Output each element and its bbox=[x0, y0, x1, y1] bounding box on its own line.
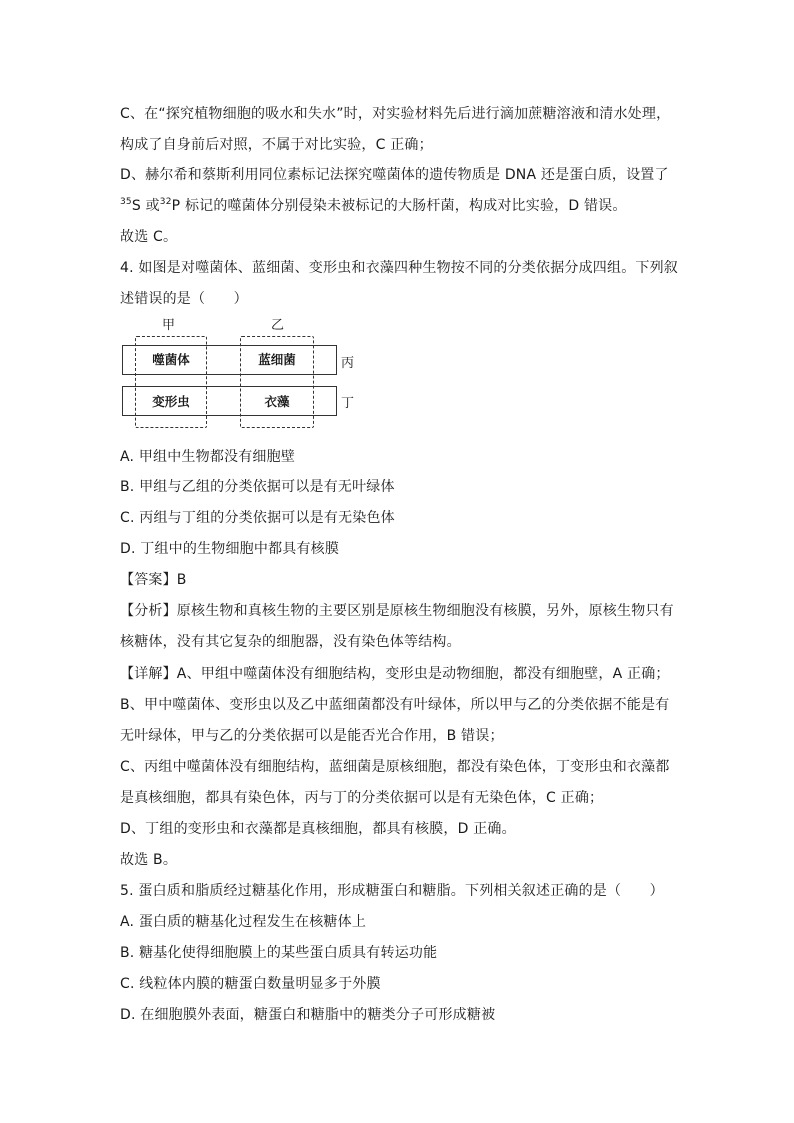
text-line: 故选 B。 bbox=[120, 852, 178, 868]
option-b: B. 糖基化使得细胞膜上的某些蛋白质具有转运功能 bbox=[120, 945, 438, 961]
group-label-jia: 甲 bbox=[162, 318, 176, 333]
option-d: D. 丁组中的生物细胞中都具有核膜 bbox=[120, 541, 340, 557]
classification-diagram bbox=[120, 318, 360, 430]
detail-line: 【详解】A、甲组中噬菌体没有细胞结构，变形虫是动物细胞，都没有细胞壁，A 正确； bbox=[120, 666, 670, 682]
isotope-superscript: 32 bbox=[159, 197, 172, 207]
group-box-yi bbox=[240, 336, 314, 428]
option-d: D. 在细胞膜外表面，糖蛋白和糖脂中的糖类分子可形成糖被 bbox=[120, 1007, 496, 1023]
option-a: A. 甲组中生物都没有细胞壁 bbox=[120, 449, 296, 465]
detail-line: C、丙组中噬菌体没有细胞结构，蓝细菌是原核细胞，都没有染色体，丁变形虫和衣藻都 bbox=[120, 759, 670, 775]
cell-amoeba: 变形虫 bbox=[152, 394, 190, 409]
text-line bbox=[120, 196, 627, 216]
option-c: C. 线粒体内膜的糖蛋白数量明显多于外膜 bbox=[120, 976, 381, 992]
text-span: S 或 bbox=[131, 198, 160, 214]
text-line: C、在“探究植物细胞的吸水和失水”时，对实验材料先后进行滴加蔗糖溶液和清水处理， bbox=[120, 106, 671, 122]
detail-line: 无叶绿体，甲与乙的分类依据可以是能否光合作用，B 错误； bbox=[120, 728, 504, 744]
text-line: D、赫尔希和蔡斯利用同位素标记法探究噬菌体的遗传物质是 DNA 还是蛋白质，设置了 bbox=[120, 167, 669, 183]
answer-line: 【答案】B bbox=[120, 572, 187, 588]
detail-line: 是真核细胞，都具有染色体，丙与丁的分类依据可以是有无染色体，C 正确； bbox=[120, 790, 604, 806]
option-c: C. 丙组与丁组的分类依据可以是有无染色体 bbox=[120, 510, 395, 526]
cell-cyanobacteria: 蓝细菌 bbox=[258, 352, 296, 367]
text-line: 故选 C。 bbox=[120, 229, 178, 245]
group-label-yi: 乙 bbox=[271, 318, 285, 333]
text-span: P 标记的噬菌体分别侵染未被标记的大肠杆菌，构成对比实验，D 错误。 bbox=[171, 198, 627, 214]
text-line: 构成了自身前后对照，不属于对比实验，C 正确； bbox=[120, 137, 433, 153]
cell-phage: 噬菌体 bbox=[152, 352, 190, 367]
question-4-stem: 4. 如图是对噬菌体、蓝细菌、变形虫和衣藻四种生物按不同的分类依据分成四组。下列叙 bbox=[120, 260, 679, 276]
cell-chlamydomonas: 衣藻 bbox=[264, 394, 290, 409]
group-box-jia bbox=[135, 336, 207, 428]
isotope-superscript: 35 bbox=[120, 197, 132, 207]
option-a: A. 蛋白质的糖基化过程发生在核糖体上 bbox=[120, 914, 367, 930]
detail-line: D、丁组的变形虫和衣藻都是真核细胞，都具有核膜，D 正确。 bbox=[120, 821, 516, 837]
option-b: B. 甲组与乙组的分类依据可以是有无叶绿体 bbox=[120, 479, 395, 495]
analysis-line: 【分析】原核生物和真核生物的主要区别是原核生物细胞没有核膜，另外，原核生物只有 bbox=[120, 603, 674, 619]
analysis-line: 核糖体，没有其它复杂的细胞器，没有染色体等结构。 bbox=[120, 634, 461, 650]
group-label-bing: 丙 bbox=[341, 356, 355, 371]
question-4-stem: 述错误的是（ ） bbox=[120, 291, 248, 307]
detail-line: B、甲中噬菌体、变形虫以及乙中蓝细菌都没有叶绿体，所以甲与乙的分类依据不能是有 bbox=[120, 697, 670, 713]
group-label-ding: 丁 bbox=[341, 396, 355, 411]
question-5-stem: 5. 蛋白质和脂质经过糖基化作用，形成糖蛋白和糖脂。下列相关叙述正确的是（ ） bbox=[120, 883, 664, 899]
